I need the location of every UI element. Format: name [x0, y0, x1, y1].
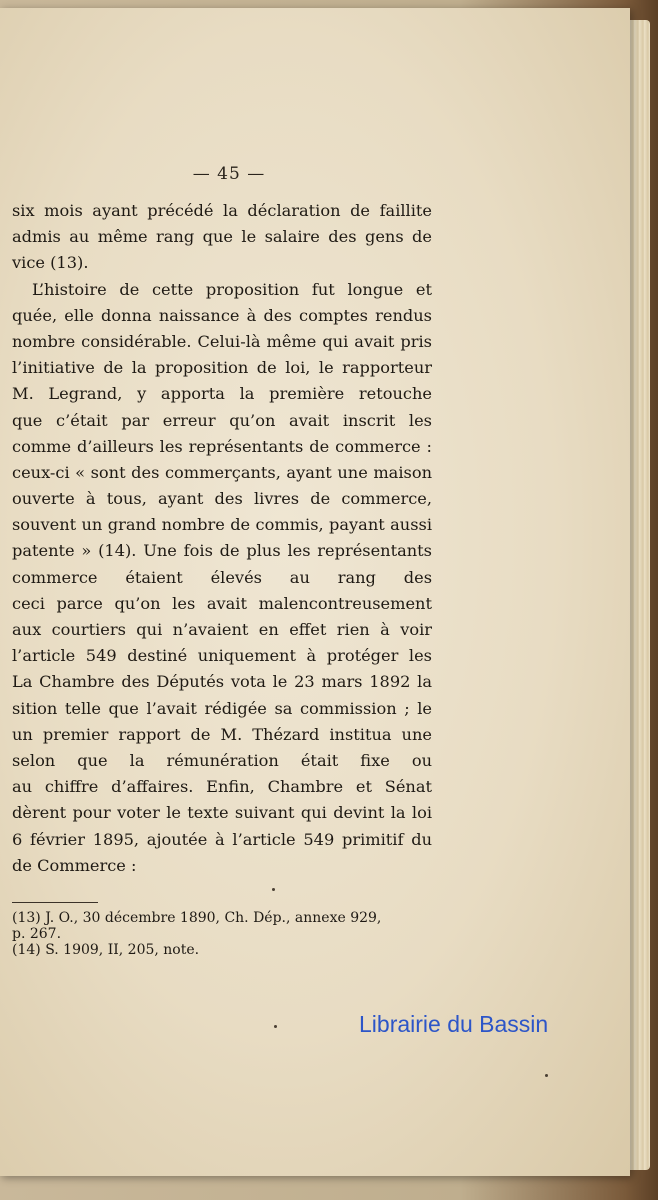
footnote-line: p. 267.: [12, 926, 62, 942]
text-line: selon que la rémunération était fixe ou: [12, 750, 432, 770]
text-line: ceux-ci « sont des commerçants, ayant une maison: [12, 462, 432, 482]
text-line: La Chambre des Députés vota le 23 mars 1892 la: [12, 672, 432, 692]
watermark: Librairie du Bassin: [359, 1011, 549, 1037]
text-line: dèrent pour voter le texte suivant qui devint la loi: [12, 803, 432, 823]
footnote-line: (14) S. 1909, II, 205, note.: [12, 942, 200, 958]
footnote-rule: [12, 902, 98, 903]
text-line: comme d’ailleurs les représentants de commerce :: [12, 436, 432, 456]
text-line: vice (13).: [12, 253, 89, 273]
text-line: ceci parce qu’on les avait malencontreusement: [12, 593, 432, 613]
text-line: six mois ayant précédé la déclaration de faillite: [12, 201, 432, 220]
text-line: ouverte à tous, ayant des livres de commerce,: [12, 489, 432, 509]
page-number: — 45 —: [192, 164, 266, 184]
footnotes: [12, 910, 432, 958]
text-line: de Commerce :: [12, 855, 137, 875]
text-line: commerce étaient élevés au rang des: [12, 567, 432, 587]
text-line: quée, elle donna naissance à des comptes rendus: [12, 305, 432, 325]
text-line: un premier rapport de M. Thézard institua une: [12, 724, 432, 744]
text-line: souvent un grand nombre de commis, payant aussi: [12, 515, 432, 535]
text-line: aux courtiers qui n’avaient en effet rien à voir: [12, 620, 432, 639]
text-line: l’initiative de la proposition de loi, le rapporteur: [12, 358, 432, 378]
text-line: L’histoire de cette proposition fut longue et: [32, 279, 432, 299]
paper-speck: [545, 1074, 548, 1077]
text-line: sition telle que l’avait rédigée sa commission ; le: [12, 698, 432, 718]
paper-speck: [274, 1025, 277, 1028]
body-text: [12, 198, 432, 879]
text-line: 6 février 1895, ajoutée à l’article 549 primitif du: [12, 829, 432, 849]
text-line: au chiffre d’affaires. Enfin, Chambre et Sénat: [12, 777, 432, 797]
text-line: admis au même rang que le salaire des gens de: [12, 227, 432, 247]
text-line: nombre considérable. Celui-là même qui avait pris: [12, 331, 432, 351]
text-line: patente » (14). Une fois de plus les représentants: [12, 541, 432, 561]
paper-speck: [272, 888, 275, 891]
text-line: l’article 549 destiné uniquement à protéger les: [12, 646, 432, 666]
footnote-line: (13) J. O., 30 décembre 1890, Ch. Dép., annexe 929,: [12, 910, 382, 926]
text-line: M. Legrand, y apporta la première retouche: [12, 384, 432, 404]
text-line: que c’était par erreur qu’on avait inscrit les: [12, 410, 432, 430]
